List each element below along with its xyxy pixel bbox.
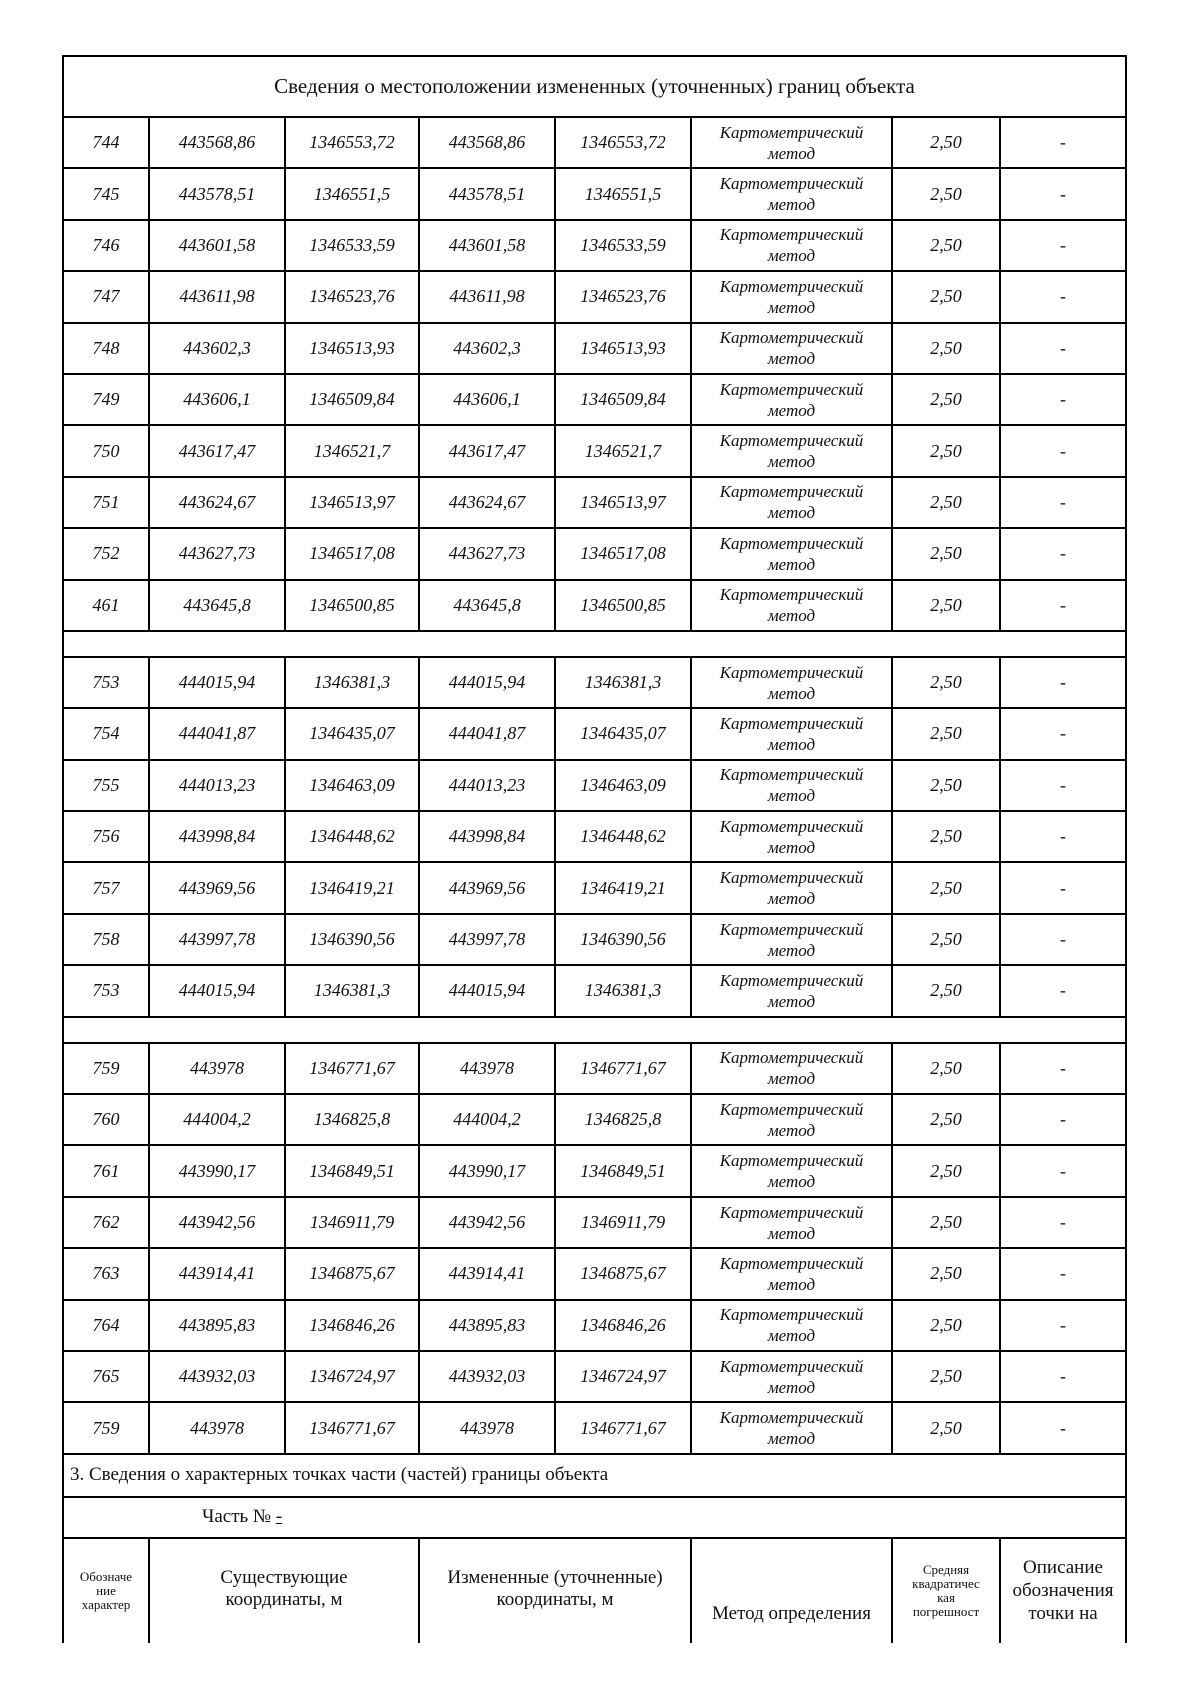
point-id-cell: 754 xyxy=(63,708,149,759)
table-body xyxy=(63,56,1126,1643)
error-cell: 2,50 xyxy=(892,117,1000,168)
description-cell: - xyxy=(1000,965,1126,1016)
existing-y-cell: 1346419,21 xyxy=(285,862,419,913)
existing-x-cell: 443932,03 xyxy=(149,1351,285,1402)
table-row xyxy=(63,168,1126,219)
method-cell: Картометрический метод xyxy=(691,425,892,476)
method-cell: Картометрический метод xyxy=(691,1351,892,1402)
existing-x-cell: 443997,78 xyxy=(149,914,285,965)
point-id-cell: 749 xyxy=(63,374,149,425)
existing-x-cell: 443611,98 xyxy=(149,271,285,322)
table-row xyxy=(63,374,1126,425)
existing-y-cell: 1346724,97 xyxy=(285,1351,419,1402)
description-cell: - xyxy=(1000,477,1126,528)
boundary-table xyxy=(62,55,1127,1643)
header-changed-coords: Измененные (уточненные) координаты, м xyxy=(419,1538,691,1643)
existing-y-cell: 1346513,97 xyxy=(285,477,419,528)
error-cell: 2,50 xyxy=(892,708,1000,759)
error-cell: 2,50 xyxy=(892,914,1000,965)
existing-y-cell: 1346500,85 xyxy=(285,580,419,631)
error-cell: 2,50 xyxy=(892,1351,1000,1402)
changed-x-cell: 443895,83 xyxy=(419,1300,555,1351)
existing-y-cell: 1346849,51 xyxy=(285,1145,419,1196)
method-cell: Картометрический метод xyxy=(691,477,892,528)
existing-x-cell: 443645,8 xyxy=(149,580,285,631)
existing-y-cell: 1346911,79 xyxy=(285,1197,419,1248)
method-cell: Картометрический метод xyxy=(691,220,892,271)
column-header-row xyxy=(63,1538,1126,1643)
error-cell: 2,50 xyxy=(892,1402,1000,1453)
point-id-cell: 759 xyxy=(63,1043,149,1094)
changed-y-cell: 1346448,62 xyxy=(555,811,691,862)
error-cell: 2,50 xyxy=(892,580,1000,631)
part-value: - xyxy=(275,1506,283,1528)
changed-y-cell: 1346521,7 xyxy=(555,425,691,476)
existing-y-cell: 1346381,3 xyxy=(285,657,419,708)
method-cell: Картометрический метод xyxy=(691,657,892,708)
changed-y-cell: 1346513,97 xyxy=(555,477,691,528)
table-row xyxy=(63,1094,1126,1145)
point-id-cell: 764 xyxy=(63,1300,149,1351)
point-id-cell: 763 xyxy=(63,1248,149,1299)
changed-x-cell: 443602,3 xyxy=(419,323,555,374)
error-cell: 2,50 xyxy=(892,1300,1000,1351)
table-row xyxy=(63,914,1126,965)
existing-y-cell: 1346551,5 xyxy=(285,168,419,219)
changed-y-cell: 1346875,67 xyxy=(555,1248,691,1299)
point-id-cell: 760 xyxy=(63,1094,149,1145)
point-id-cell: 758 xyxy=(63,914,149,965)
method-cell: Картометрический метод xyxy=(691,374,892,425)
method-cell: Картометрический метод xyxy=(691,1248,892,1299)
description-cell: - xyxy=(1000,1043,1126,1094)
changed-x-cell: 443645,8 xyxy=(419,580,555,631)
description-cell: - xyxy=(1000,528,1126,579)
error-cell: 2,50 xyxy=(892,811,1000,862)
changed-x-cell: 443978 xyxy=(419,1402,555,1453)
existing-x-cell: 443969,56 xyxy=(149,862,285,913)
point-id-cell: 750 xyxy=(63,425,149,476)
error-cell: 2,50 xyxy=(892,760,1000,811)
method-cell: Картометрический метод xyxy=(691,708,892,759)
existing-y-cell: 1346771,67 xyxy=(285,1402,419,1453)
existing-y-cell: 1346523,76 xyxy=(285,271,419,322)
changed-x-cell: 443998,84 xyxy=(419,811,555,862)
changed-y-cell: 1346553,72 xyxy=(555,117,691,168)
changed-x-cell: 443568,86 xyxy=(419,117,555,168)
existing-y-cell: 1346448,62 xyxy=(285,811,419,862)
point-id-cell: 759 xyxy=(63,1402,149,1453)
error-cell: 2,50 xyxy=(892,1248,1000,1299)
description-cell: - xyxy=(1000,117,1126,168)
error-cell: 2,50 xyxy=(892,1043,1000,1094)
error-cell: 2,50 xyxy=(892,220,1000,271)
error-cell: 2,50 xyxy=(892,271,1000,322)
point-id-cell: 751 xyxy=(63,477,149,528)
description-cell: - xyxy=(1000,914,1126,965)
existing-x-cell: 443578,51 xyxy=(149,168,285,219)
existing-y-cell: 1346463,09 xyxy=(285,760,419,811)
description-cell: - xyxy=(1000,760,1126,811)
table-row xyxy=(63,271,1126,322)
point-id-cell: 748 xyxy=(63,323,149,374)
point-id-cell: 765 xyxy=(63,1351,149,1402)
point-id-cell: 752 xyxy=(63,528,149,579)
method-cell: Картометрический метод xyxy=(691,117,892,168)
existing-x-cell: 444015,94 xyxy=(149,657,285,708)
existing-y-cell: 1346390,56 xyxy=(285,914,419,965)
table-row xyxy=(63,528,1126,579)
description-cell: - xyxy=(1000,862,1126,913)
method-cell: Картометрический метод xyxy=(691,528,892,579)
point-id-cell: 762 xyxy=(63,1197,149,1248)
table-row xyxy=(63,323,1126,374)
error-cell: 2,50 xyxy=(892,374,1000,425)
method-cell: Картометрический метод xyxy=(691,580,892,631)
method-cell: Картометрический метод xyxy=(691,1197,892,1248)
section3-title-row xyxy=(63,1454,1126,1497)
existing-x-cell: 443978 xyxy=(149,1402,285,1453)
contour-separator-row xyxy=(63,631,1126,657)
changed-x-cell: 443611,98 xyxy=(419,271,555,322)
changed-y-cell: 1346435,07 xyxy=(555,708,691,759)
table-row xyxy=(63,708,1126,759)
description-cell: - xyxy=(1000,1402,1126,1453)
description-cell: - xyxy=(1000,323,1126,374)
existing-y-cell: 1346846,26 xyxy=(285,1300,419,1351)
table-title: Сведения о местоположении измененных (уточненных) границ объекта xyxy=(63,56,1126,117)
changed-x-cell: 443606,1 xyxy=(419,374,555,425)
error-cell: 2,50 xyxy=(892,528,1000,579)
changed-y-cell: 1346551,5 xyxy=(555,168,691,219)
error-cell: 2,50 xyxy=(892,1197,1000,1248)
method-cell: Картометрический метод xyxy=(691,862,892,913)
changed-x-cell: 443932,03 xyxy=(419,1351,555,1402)
method-cell: Картометрический метод xyxy=(691,1043,892,1094)
description-cell: - xyxy=(1000,374,1126,425)
changed-y-cell: 1346513,93 xyxy=(555,323,691,374)
point-id-cell: 761 xyxy=(63,1145,149,1196)
method-cell: Картометрический метод xyxy=(691,914,892,965)
changed-y-cell: 1346517,08 xyxy=(555,528,691,579)
changed-x-cell: 443578,51 xyxy=(419,168,555,219)
point-id-cell: 753 xyxy=(63,657,149,708)
error-cell: 2,50 xyxy=(892,965,1000,1016)
changed-x-cell: 443978 xyxy=(419,1043,555,1094)
error-cell: 2,50 xyxy=(892,477,1000,528)
table-row xyxy=(63,220,1126,271)
error-cell: 2,50 xyxy=(892,168,1000,219)
existing-x-cell: 443601,58 xyxy=(149,220,285,271)
changed-y-cell: 1346533,59 xyxy=(555,220,691,271)
changed-y-cell: 1346500,85 xyxy=(555,580,691,631)
header-mean-error: Средняя квадратичес кая погрешност xyxy=(892,1538,1000,1643)
table-row xyxy=(63,1197,1126,1248)
existing-y-cell: 1346771,67 xyxy=(285,1043,419,1094)
method-cell: Картометрический метод xyxy=(691,323,892,374)
point-id-cell: 757 xyxy=(63,862,149,913)
description-cell: - xyxy=(1000,1351,1126,1402)
changed-y-cell: 1346523,76 xyxy=(555,271,691,322)
description-cell: - xyxy=(1000,1197,1126,1248)
error-cell: 2,50 xyxy=(892,425,1000,476)
changed-y-cell: 1346911,79 xyxy=(555,1197,691,1248)
description-cell: - xyxy=(1000,220,1126,271)
changed-y-cell: 1346771,67 xyxy=(555,1043,691,1094)
existing-y-cell: 1346517,08 xyxy=(285,528,419,579)
existing-y-cell: 1346533,59 xyxy=(285,220,419,271)
point-id-cell: 746 xyxy=(63,220,149,271)
existing-x-cell: 443602,3 xyxy=(149,323,285,374)
error-cell: 2,50 xyxy=(892,862,1000,913)
table-row xyxy=(63,811,1126,862)
header-point-designation: Обозначе ние характер xyxy=(63,1538,149,1643)
header-existing-coords: Существующие координаты, м xyxy=(149,1538,419,1643)
changed-x-cell: 443627,73 xyxy=(419,528,555,579)
table-row xyxy=(63,580,1126,631)
error-cell: 2,50 xyxy=(892,1145,1000,1196)
point-id-cell: 461 xyxy=(63,580,149,631)
changed-y-cell: 1346463,09 xyxy=(555,760,691,811)
existing-x-cell: 443978 xyxy=(149,1043,285,1094)
existing-x-cell: 443998,84 xyxy=(149,811,285,862)
changed-y-cell: 1346846,26 xyxy=(555,1300,691,1351)
existing-y-cell: 1346825,8 xyxy=(285,1094,419,1145)
changed-x-cell: 443914,41 xyxy=(419,1248,555,1299)
error-cell: 2,50 xyxy=(892,1094,1000,1145)
point-id-cell: 744 xyxy=(63,117,149,168)
changed-y-cell: 1346724,97 xyxy=(555,1351,691,1402)
existing-y-cell: 1346513,93 xyxy=(285,323,419,374)
description-cell: - xyxy=(1000,271,1126,322)
changed-x-cell: 443969,56 xyxy=(419,862,555,913)
existing-x-cell: 443606,1 xyxy=(149,374,285,425)
changed-y-cell: 1346825,8 xyxy=(555,1094,691,1145)
table-title-row xyxy=(63,56,1126,117)
existing-x-cell: 443624,67 xyxy=(149,477,285,528)
changed-x-cell: 444015,94 xyxy=(419,965,555,1016)
changed-y-cell: 1346771,67 xyxy=(555,1402,691,1453)
existing-x-cell: 443990,17 xyxy=(149,1145,285,1196)
error-cell: 2,50 xyxy=(892,657,1000,708)
changed-x-cell: 444015,94 xyxy=(419,657,555,708)
table-row xyxy=(63,1402,1126,1453)
method-cell: Картометрический метод xyxy=(691,1145,892,1196)
existing-y-cell: 1346875,67 xyxy=(285,1248,419,1299)
method-cell: Картометрический метод xyxy=(691,811,892,862)
existing-x-cell: 444013,23 xyxy=(149,760,285,811)
existing-x-cell: 443617,47 xyxy=(149,425,285,476)
table-row xyxy=(63,1043,1126,1094)
part-number xyxy=(63,1497,1126,1538)
table-row xyxy=(63,117,1126,168)
existing-x-cell: 443914,41 xyxy=(149,1248,285,1299)
method-cell: Картометрический метод xyxy=(691,168,892,219)
point-id-cell: 747 xyxy=(63,271,149,322)
method-cell: Картометрический метод xyxy=(691,271,892,322)
part-label: Часть № xyxy=(202,1506,276,1528)
table-row xyxy=(63,965,1126,1016)
existing-x-cell: 444015,94 xyxy=(149,965,285,1016)
changed-x-cell: 443617,47 xyxy=(419,425,555,476)
existing-y-cell: 1346521,7 xyxy=(285,425,419,476)
changed-x-cell: 443601,58 xyxy=(419,220,555,271)
description-cell: - xyxy=(1000,1094,1126,1145)
existing-x-cell: 443568,86 xyxy=(149,117,285,168)
method-cell: Картометрический метод xyxy=(691,1300,892,1351)
point-id-cell: 753 xyxy=(63,965,149,1016)
point-id-cell: 756 xyxy=(63,811,149,862)
table-row xyxy=(63,1248,1126,1299)
table-row xyxy=(63,760,1126,811)
header-description: Описание обозначения точки на xyxy=(1000,1538,1126,1643)
existing-y-cell: 1346381,3 xyxy=(285,965,419,1016)
description-cell: - xyxy=(1000,811,1126,862)
description-cell: - xyxy=(1000,1248,1126,1299)
table-row xyxy=(63,1351,1126,1402)
changed-y-cell: 1346381,3 xyxy=(555,965,691,1016)
changed-x-cell: 443990,17 xyxy=(419,1145,555,1196)
header-method: Метод определения xyxy=(691,1538,892,1643)
table-row xyxy=(63,477,1126,528)
table-row xyxy=(63,425,1126,476)
changed-x-cell: 443997,78 xyxy=(419,914,555,965)
table-row xyxy=(63,1145,1126,1196)
existing-x-cell: 443627,73 xyxy=(149,528,285,579)
existing-x-cell: 444041,87 xyxy=(149,708,285,759)
description-cell: - xyxy=(1000,580,1126,631)
existing-x-cell: 443895,83 xyxy=(149,1300,285,1351)
description-cell: - xyxy=(1000,708,1126,759)
changed-x-cell: 444004,2 xyxy=(419,1094,555,1145)
changed-x-cell: 443624,67 xyxy=(419,477,555,528)
section3-title: 3. Сведения о характерных точках части (частей) границы объекта xyxy=(63,1454,1126,1497)
contour-separator xyxy=(63,631,1126,657)
changed-x-cell: 444041,87 xyxy=(419,708,555,759)
contour-separator-row xyxy=(63,1017,1126,1043)
existing-y-cell: 1346553,72 xyxy=(285,117,419,168)
changed-x-cell: 443942,56 xyxy=(419,1197,555,1248)
existing-y-cell: 1346509,84 xyxy=(285,374,419,425)
existing-x-cell: 444004,2 xyxy=(149,1094,285,1145)
changed-x-cell: 444013,23 xyxy=(419,760,555,811)
error-cell: 2,50 xyxy=(892,323,1000,374)
description-cell: - xyxy=(1000,1145,1126,1196)
contour-separator xyxy=(63,1017,1126,1043)
changed-y-cell: 1346419,21 xyxy=(555,862,691,913)
point-id-cell: 755 xyxy=(63,760,149,811)
method-cell: Картометрический метод xyxy=(691,1402,892,1453)
changed-y-cell: 1346849,51 xyxy=(555,1145,691,1196)
method-cell: Картометрический метод xyxy=(691,1094,892,1145)
changed-y-cell: 1346509,84 xyxy=(555,374,691,425)
description-cell: - xyxy=(1000,425,1126,476)
table-row xyxy=(63,1300,1126,1351)
changed-y-cell: 1346381,3 xyxy=(555,657,691,708)
table-row xyxy=(63,862,1126,913)
description-cell: - xyxy=(1000,657,1126,708)
method-cell: Картометрический метод xyxy=(691,760,892,811)
changed-y-cell: 1346390,56 xyxy=(555,914,691,965)
description-cell: - xyxy=(1000,1300,1126,1351)
point-id-cell: 745 xyxy=(63,168,149,219)
existing-y-cell: 1346435,07 xyxy=(285,708,419,759)
table-row xyxy=(63,657,1126,708)
method-cell: Картометрический метод xyxy=(691,965,892,1016)
part-row xyxy=(63,1497,1126,1538)
description-cell: - xyxy=(1000,168,1126,219)
existing-x-cell: 443942,56 xyxy=(149,1197,285,1248)
